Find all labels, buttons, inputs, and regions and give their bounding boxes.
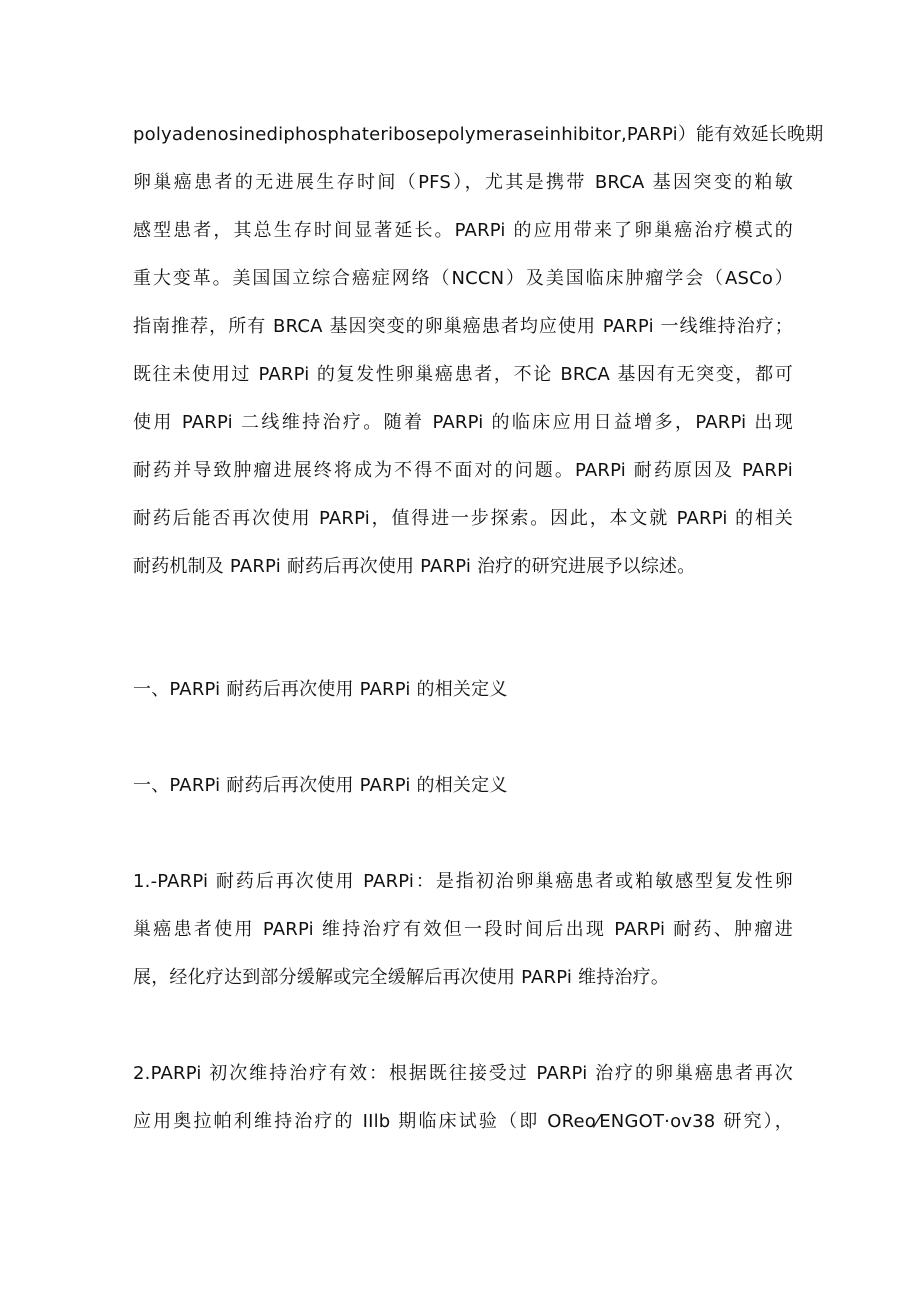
paragraph-line: 卵巢癌患者的无进展生存时间（PFS），尤其是携带 BRCA 基因突变的粕敏: [133, 172, 793, 193]
paragraph-line: polyadenosinediphosphateribosepolymeraseinhibitor,PARPi）能有效延长晚期: [133, 124, 824, 145]
paragraph-line: 巢癌患者使用 PARPi 维持治疗有效但一段时间后出现 PARPi 耐药、肿瘤进: [133, 919, 793, 940]
paragraph-line: 1.-PARPi 耐药后再次使用 PARPi：是指初治卵巢癌患者或粕敏感型复发性卵: [133, 871, 793, 892]
paragraph-line: 展，经化疗达到部分缓解或完全缓解后再次使用 PARPi 维持治疗。: [133, 967, 670, 988]
paragraph-line: 指南推荐，所有 BRCA 基因突变的卵巢癌患者均应使用 PARPi 一线维持治疗；: [133, 316, 793, 337]
paragraph-line: 重大变革。美国国立综合癌症网络（NCCN）及美国临床肿瘤学会（ASCo）: [133, 268, 793, 289]
paragraph-line: 感型患者，其总生存时间显著延长。PARPi 的应用带来了卵巢癌治疗模式的: [133, 220, 793, 241]
section-heading-text: 一、PARPi 耐药后再次使用 PARPi 的相关定义: [133, 679, 508, 700]
paragraph-line: 既往未使用过 PARPi 的复发性卵巢癌患者，不论 BRCA 基因有无突变，都可: [133, 364, 793, 385]
paragraph-line: 耐药并导致肿瘤进展终将成为不得不面对的问题。PARPi 耐药原因及 PARPi: [133, 460, 793, 481]
paragraph-line: 应用奥拉帕利维持治疗的 IIlb 期临床试验（即 OReo⁄ENGOT·ov38 研究），: [133, 1111, 793, 1132]
definition-item-1: [133, 858, 793, 1002]
section-heading-text: 一、PARPi 耐药后再次使用 PARPi 的相关定义: [133, 775, 508, 796]
intro-paragraph: [133, 111, 824, 591]
section-heading: [133, 762, 793, 810]
paragraph-line: 2.PARPi 初次维持治疗有效：根据既往接受过 PARPi 治疗的卵巢癌患者再次: [133, 1063, 793, 1084]
paragraph-line: 耐药后能否再次使用 PARPi，值得进一步探索。因此，本文就 PARPi 的相关: [133, 508, 793, 529]
section-heading: [133, 666, 793, 714]
paragraph-line: 使用 PARPi 二线维持治疗。随着 PARPi 的临床应用日益增多，PARPi 出现: [133, 412, 793, 433]
definition-item-2: [133, 1050, 793, 1146]
paragraph-line: 耐药机制及 PARPi 耐药后再次使用 PARPi 治疗的研究进展予以综述。: [133, 556, 696, 577]
